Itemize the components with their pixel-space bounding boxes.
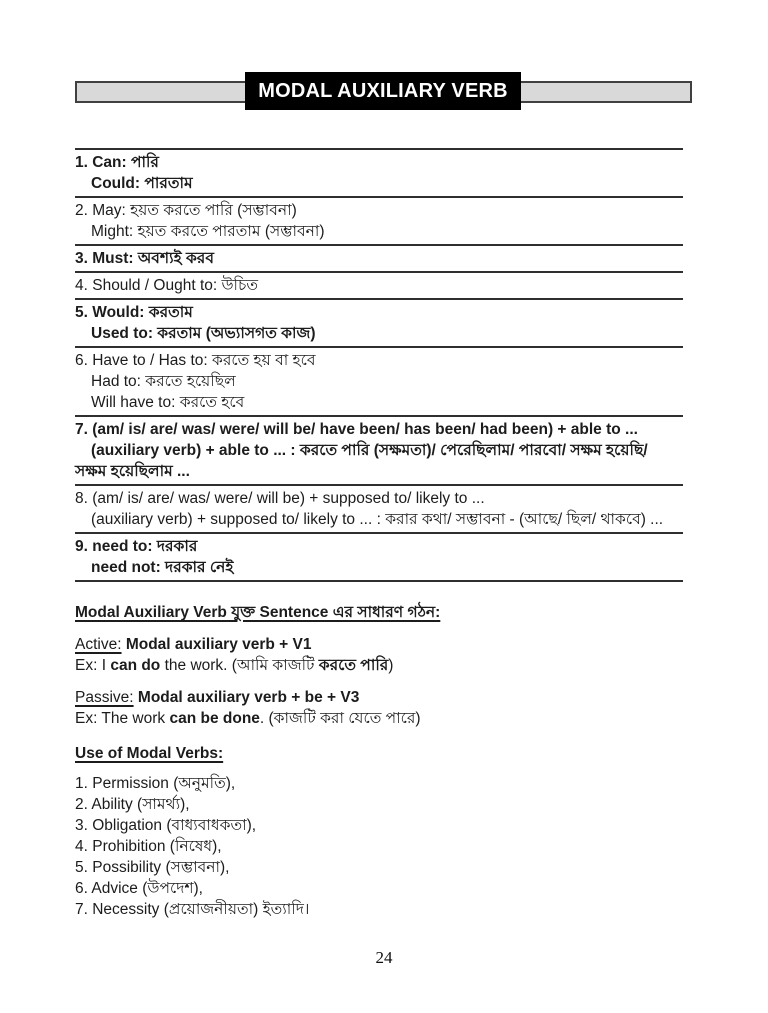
- text-line: [75, 634, 683, 655]
- text-line: [75, 708, 683, 729]
- text-segment: 4. Should / Ought to: উচিত: [75, 277, 258, 294]
- text-segment: 9. need to: দরকার: [75, 538, 198, 555]
- text-line: [75, 509, 683, 530]
- text-line: [75, 687, 683, 708]
- use-item: [75, 773, 683, 794]
- text-line: [75, 302, 683, 323]
- text-line: [75, 773, 683, 794]
- item-would: [75, 300, 683, 346]
- text-segment: Modal Auxiliary Verb যুক্ত Sentence এর সাধারণ গঠন:: [75, 604, 441, 621]
- page-number: 24: [375, 948, 393, 967]
- text-line: [75, 392, 683, 413]
- text-line: [75, 743, 683, 764]
- item-able-to: [75, 417, 683, 484]
- passive-structure: [75, 687, 683, 729]
- text-line: [75, 557, 683, 578]
- text-line: [75, 815, 683, 836]
- text-segment: করতে পারি: [318, 657, 389, 674]
- text-segment: Will have to: করতে হবে: [91, 394, 245, 411]
- text-line: [75, 655, 683, 676]
- text-segment: 1. Can: পারি: [75, 154, 159, 171]
- text-line: [75, 152, 683, 173]
- text-segment: 3. Obligation (বাধ্যবাধকতা),: [75, 817, 257, 834]
- text-segment: 6. Advice (উপদেশ),: [75, 880, 203, 897]
- text-line: [75, 323, 683, 344]
- text-segment: need not: দরকার নেই: [91, 559, 234, 576]
- text-segment: Use of Modal Verbs:: [75, 745, 224, 762]
- modal-verbs-definition-list: [75, 148, 683, 582]
- use-item: [75, 899, 683, 920]
- text-segment: (auxiliary verb) + supposed to/ likely to ... : করার কথা/ সম্ভাবনা - (আছে/ ছিল/ থাকবে) ...: [91, 511, 664, 528]
- text-segment: 8. (am/ is/ are/ was/ were/ will be) + supposed to/ likely to ...: [75, 490, 485, 507]
- item-supposed-to: [75, 486, 683, 532]
- text-segment: Ex: The work: [75, 710, 170, 727]
- text-segment: can be done: [169, 710, 260, 727]
- text-segment: Used to: করতাম (অভ্যাসগত কাজ): [91, 325, 316, 342]
- text-segment: Modal auxiliary verb + V1: [125, 636, 312, 653]
- separator-line: [75, 580, 683, 582]
- item-can: [75, 150, 683, 196]
- text-segment: 7. (am/ is/ are/ was/ were/ will be/ have been/ has been/ had been) + able to ...: [75, 421, 638, 438]
- text-segment: 5. Would: করতাম: [75, 304, 193, 321]
- use-item: [75, 815, 683, 836]
- text-segment: 1. Permission (অনুমতি),: [75, 775, 236, 792]
- text-segment: Passive:: [75, 689, 134, 706]
- text-segment: . (কাজটি করা যেতে পারে): [259, 710, 421, 727]
- text-line: [75, 275, 683, 296]
- text-segment: 4. Prohibition (নিষেধ),: [75, 838, 222, 855]
- use-item: [75, 794, 683, 815]
- item-have-to: [75, 348, 683, 415]
- structure-heading: [75, 602, 683, 623]
- text-line: [75, 200, 683, 221]
- item-must: [75, 246, 683, 271]
- text-line: [75, 350, 683, 371]
- item-need: [75, 534, 683, 580]
- text-segment: 2. Ability (সামর্থ্য),: [75, 796, 190, 813]
- text-segment: Modal auxiliary verb + be + V3: [137, 689, 360, 706]
- text-segment: Could: পারতাম: [91, 175, 193, 192]
- text-line: [75, 857, 683, 878]
- text-line: [75, 899, 683, 920]
- text-segment: the work. (আমি কাজটি: [160, 657, 319, 674]
- text-line: [75, 419, 683, 440]
- text-segment: 6. Have to / Has to: করতে হয় বা হবে: [75, 352, 316, 369]
- text-segment: Might: হয়ত করতে পারতাম (সম্ভাবনা): [91, 223, 325, 240]
- sentence-structure-section: [75, 602, 683, 729]
- page-title: MODAL AUXILIARY VERB: [245, 72, 521, 110]
- text-segment: 5. Possibility (সম্ভাবনা),: [75, 859, 230, 876]
- text-line: [75, 836, 683, 857]
- text-segment: (auxiliary verb) + able to ... : করতে পারি (সক্ষমতা)/ পেরেছিলাম/ পারবো/ সক্ষম হয়েছি/ সক্ষম হয়েছিলাম ...: [75, 442, 648, 480]
- text-segment: 2. May: হয়ত করতে পারি (সম্ভাবনা): [75, 202, 297, 219]
- text-line: [75, 440, 683, 482]
- text-line: [75, 878, 683, 899]
- text-line: [75, 221, 683, 242]
- use-of-modal-verbs-section: [75, 743, 683, 920]
- text-line: [75, 173, 683, 194]
- text-line: [75, 536, 683, 557]
- text-line: [75, 794, 683, 815]
- item-may: [75, 198, 683, 244]
- text-line: [75, 371, 683, 392]
- text-segment: Ex: I: [75, 657, 111, 674]
- uses-heading: [75, 743, 683, 764]
- text-segment: 7. Necessity (প্রয়োজনীয়তা) ইত্যাদি।: [75, 901, 310, 918]
- text-line: [75, 602, 683, 623]
- text-segment: Active:: [75, 636, 122, 653]
- text-line: [75, 248, 683, 269]
- use-item: [75, 878, 683, 899]
- item-should: [75, 273, 683, 298]
- use-item: [75, 857, 683, 878]
- text-line: [75, 488, 683, 509]
- text-segment: 3. Must: অবশ্যই করব: [75, 250, 214, 267]
- active-structure: [75, 634, 683, 676]
- text-segment: ): [388, 657, 394, 674]
- text-segment: Had to: করতে হয়েছিল: [91, 373, 236, 390]
- text-segment: can do: [110, 657, 161, 674]
- page-content: [75, 148, 683, 920]
- use-item: [75, 836, 683, 857]
